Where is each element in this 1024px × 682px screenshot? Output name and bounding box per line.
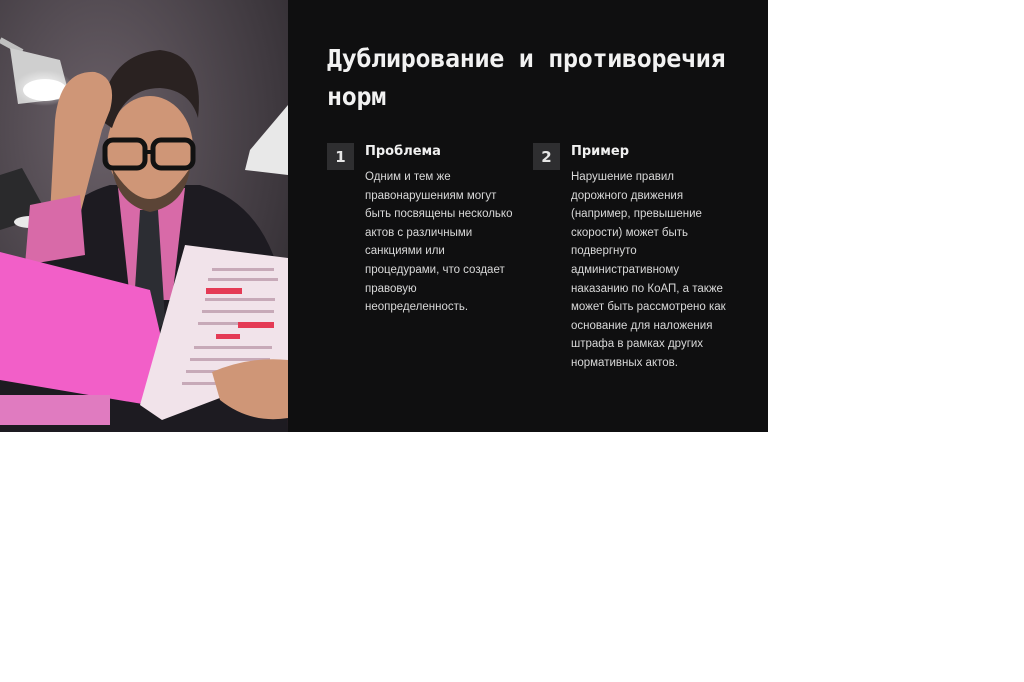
point-text: Одним и тем же правонарушениям могут быть посвящены несколько актов с различными санкциями или процедурами, что создает правовую неопределенность. — [365, 171, 513, 314]
point-heading: Проблема — [365, 144, 441, 159]
slide-title: Дублирование и противоречия норм — [327, 44, 726, 111]
point-heading: Пример — [571, 144, 630, 159]
point-text: Нарушение правил дорожного движения (например, превышение скорости) может быть подвергнуто административному наказанию по КоАП, а также может быть рассмотрено как основание для наложения штрафа в рамках других нормативных актов. — [571, 171, 726, 369]
number-badge: 1 — [327, 143, 354, 170]
confused-man-reading-documents-illustration — [0, 0, 288, 432]
number-badge: 2 — [533, 143, 560, 170]
slide — [0, 0, 768, 432]
